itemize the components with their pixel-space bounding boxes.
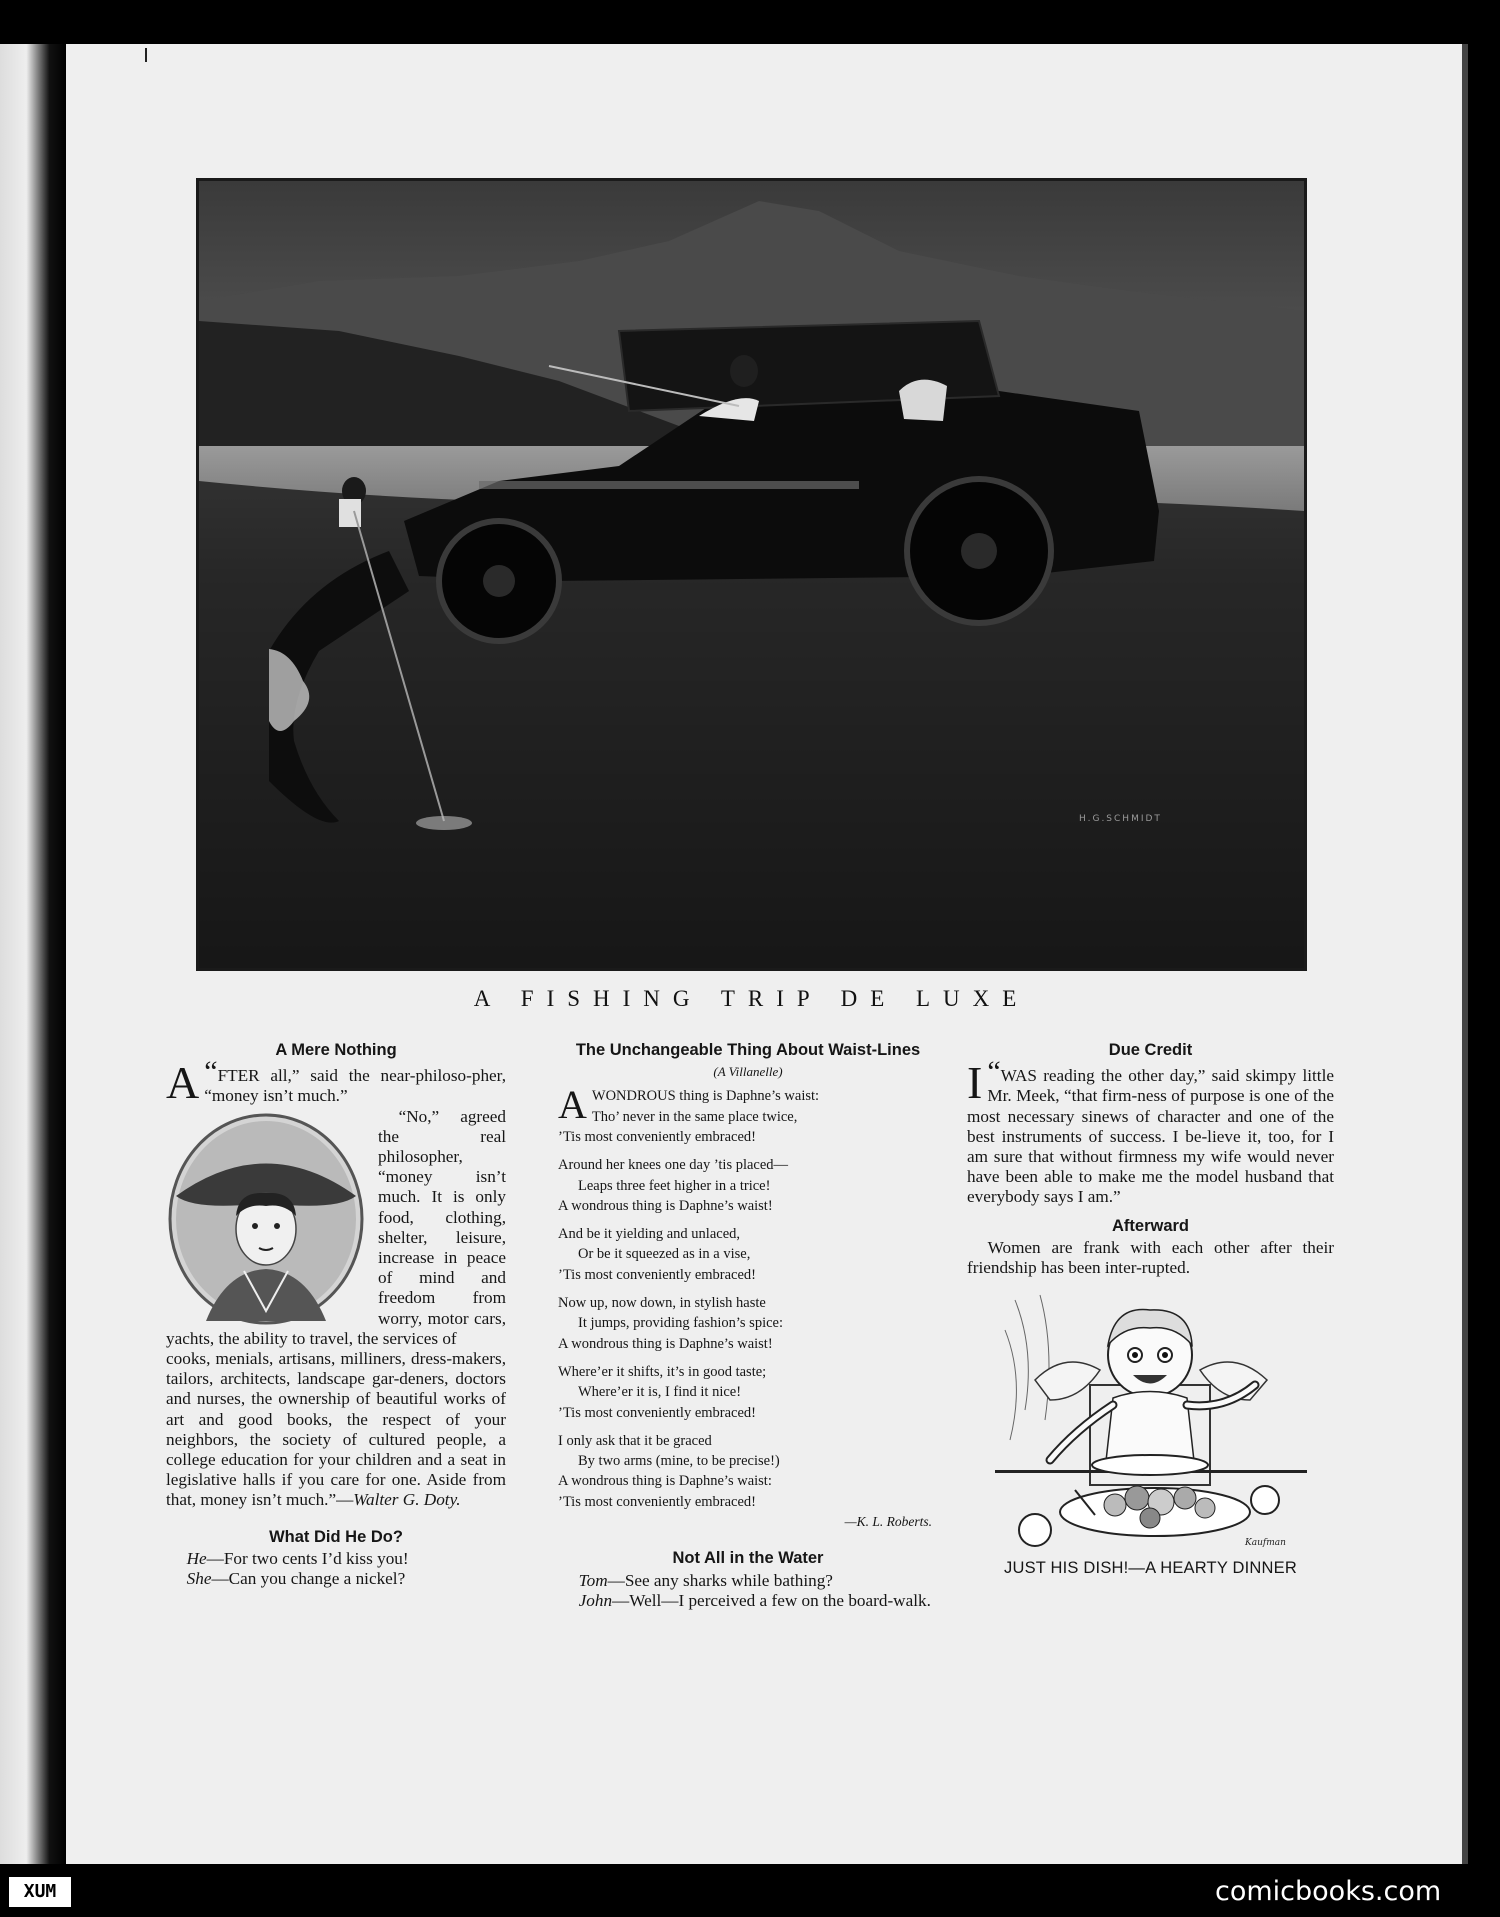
cherub-dinner-cartoon	[995, 1290, 1307, 1552]
article-body	[967, 1055, 1334, 1207]
lead-text: FTER all,” said the near-philoso-pher, “money isn’t much.”	[204, 1066, 506, 1106]
poem-line: A wondrous thing is Daphne’s waist:	[558, 1473, 772, 1490]
poem-line: Where’er it is, I find it nice!	[578, 1384, 742, 1401]
poem-line: A wondrous thing is Daphne’s waist!	[558, 1197, 773, 1214]
poem-line: ’Tis most conveniently embraced!	[558, 1493, 756, 1510]
photo-caption: A FISHING TRIP DE LUXE	[473, 986, 1030, 1011]
watermark-comicbooks: comicbooks.com	[1215, 1876, 1442, 1907]
poem-stanza	[558, 1293, 938, 1354]
drop-cap: A	[558, 1082, 587, 1128]
drop-cap: A	[166, 1057, 200, 1109]
poem-line: It jumps, providing fashion’s spice:	[578, 1315, 783, 1332]
cartoon-caption: JUST HIS DISH!—A HEARTY DINNER	[1004, 1559, 1297, 1578]
poem-line: ’Tis most conveniently embraced!	[558, 1266, 756, 1283]
poem-line: ’Tis most conveniently embraced!	[558, 1129, 756, 1145]
open-quote: “	[987, 1055, 1001, 1089]
poem-line: ’Tis most conveniently embraced!	[558, 1404, 756, 1421]
dialogue-text: —Well—I perceived a few on the board-walk.	[612, 1590, 931, 1610]
article-title-afterward: Afterward	[1111, 1216, 1189, 1235]
dialogue-text: —For two cents I’d kiss you!	[206, 1548, 409, 1568]
dialogue-line	[166, 1569, 506, 1589]
dialogue-line	[558, 1591, 938, 1611]
poem-stanza	[558, 1431, 938, 1512]
poem-line: Now up, now down, in stylish haste	[558, 1295, 766, 1312]
dialogue-line	[166, 1549, 506, 1569]
poem-subtitle: (A Villanelle)	[713, 1064, 783, 1080]
dialogue-text: —Can you change a nickel?	[211, 1569, 406, 1589]
dialogue-line	[558, 1571, 938, 1591]
article-title-due-credit: Due Credit	[1108, 1041, 1193, 1059]
page-gutter	[0, 44, 66, 1864]
column-middle	[558, 1040, 938, 1611]
open-quote: “	[204, 1055, 218, 1089]
poem-line: A wondrous thing is Daphne’s waist!	[558, 1335, 773, 1352]
article-title-mere-nothing: A Mere Nothing	[275, 1041, 397, 1059]
poem-line: Where’er it shifts, it’s in good taste;	[558, 1363, 767, 1380]
artist-signature: Kaufman	[1244, 1538, 1286, 1549]
poem-stanza	[558, 1362, 938, 1423]
poem-line: And be it yielding and unlaced,	[558, 1226, 741, 1243]
article-title-what-did-he-do: What Did He Do?	[269, 1527, 403, 1546]
article-body-wrapped: “No,” agreed the real philosopher, “money isn’t much. It is only food, clothing, shelter, leisure, increase in peace of mind and freedom from worry, motor cars, yachts, the ability to travel, the services of	[166, 1106, 506, 1348]
article-body	[166, 1349, 506, 1511]
poem-line: Around her knees one day ’tis placed—	[558, 1157, 789, 1174]
photo-illustration	[199, 181, 1304, 968]
poem-line: I only ask that it be graced	[558, 1432, 712, 1449]
poem-stanza	[558, 1082, 938, 1147]
dialogue-text: —See any sharks while bathing?	[607, 1570, 833, 1590]
poem-line-text: WONDROUS thing is Daphne’s waist:	[591, 1088, 820, 1105]
poem-body	[558, 1082, 938, 1532]
drop-cap: I	[967, 1057, 983, 1109]
poem-line: Tho’ never in the same place twice,	[591, 1108, 798, 1125]
article-lead	[166, 1055, 506, 1109]
speaker-tom: Tom	[578, 1570, 608, 1590]
article-body-text: cooks, menials, artisans, milliners, dress-makers, tailors, architects, landscape gar-deners, doctors and nurses, the ownership of beautiful works of art and good books, the respect of your neighbors, the society of cultured people, a college education for your children and a seat in legislative halls if you care for one. Aside from that, money isn’t much.”—	[166, 1349, 506, 1510]
poem-stanza	[558, 1155, 938, 1216]
article-body-text: WAS reading the other day,” said skimpy little Mr. Meek, “that firm-ness of purpose is one of the most necessary sinews of character and one of the best instruments of success. I be-lieve it, too, for I am sure that without firmness my wife would never have been able to make me the model husband that everybody says I am.”	[967, 1066, 1334, 1207]
column-left	[166, 1040, 506, 1589]
gutter-mark	[145, 48, 147, 62]
poem-signature: —K. L. Roberts.	[844, 1514, 932, 1530]
page-edge	[1462, 44, 1468, 1864]
speaker-he: He	[186, 1548, 207, 1568]
article-title-not-all-in-the-water: Not All in the Water	[672, 1549, 824, 1568]
poem-line: Or be it squeezed as in a vise,	[578, 1246, 751, 1263]
byline: Walter G. Doty.	[353, 1490, 461, 1510]
poem-stanza	[558, 1224, 938, 1285]
column-right	[967, 1040, 1334, 1578]
fishing-trip-photo	[196, 178, 1307, 971]
poem-line: Leaps three feet higher in a trice!	[578, 1177, 771, 1194]
speaker-john: John	[578, 1590, 613, 1610]
poem-line: By two arms (mine, to be precise!)	[578, 1453, 780, 1470]
speaker-she: She	[186, 1569, 212, 1589]
xum-badge: XUM	[8, 1876, 72, 1908]
artist-signature: H.G.SCHMIDT	[1079, 814, 1162, 824]
woman-portrait-illustration	[166, 1111, 366, 1325]
article-body: Women are frank with each other after their friendship has been inter-rupted.	[967, 1237, 1334, 1278]
poem-title: The Unchangeable Thing About Waist-Lines	[575, 1041, 921, 1059]
